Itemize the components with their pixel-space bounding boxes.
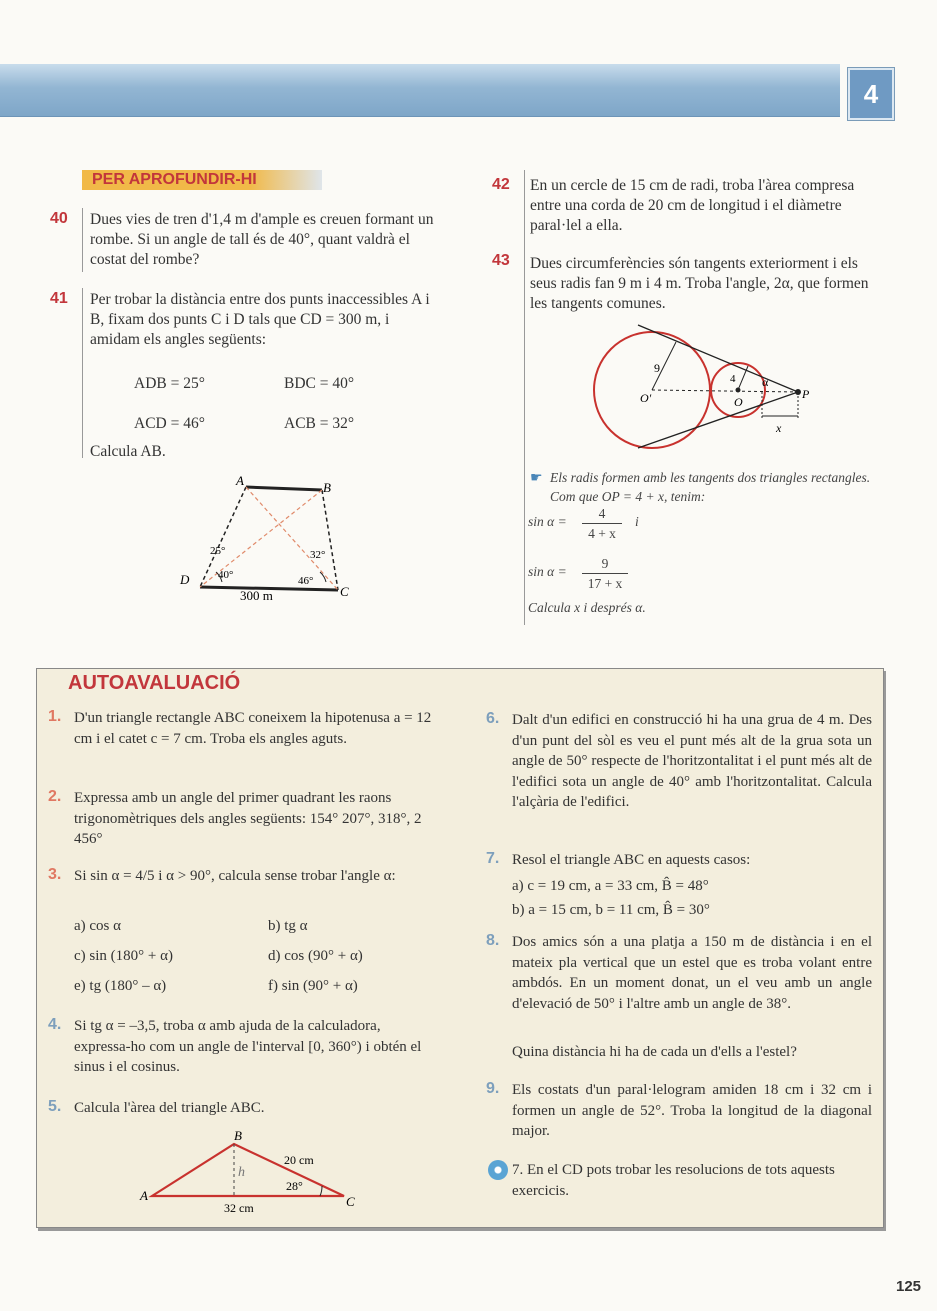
column-divider (524, 170, 525, 625)
item-text: D'un triangle rectangle ABC coneixem la hipotenusa a = 12 cm i el catet c = 7 cm. Troba els angles aguts. (74, 710, 432, 747)
item-number: 3. (48, 866, 62, 883)
vertex-label: C (340, 584, 349, 599)
angle-value: ACB = 32° (284, 415, 355, 432)
item-text: Expressa amb un angle del primer quadrant les raons trigonomètriques dels angles següents: 154° 207°, 318°, 2 456° (74, 790, 422, 847)
hint-text: Els radis formen amb les tangents dos triangles rectangles. Com que OP = 4 + x, tenim: (550, 470, 871, 504)
quadrilateral-figure (170, 472, 360, 607)
hand-pointer-icon: ☛ (530, 471, 543, 486)
option: e) tg (180° – α) (74, 978, 167, 994)
item-text: Resol el triangle ABC en aquests casos: (512, 852, 751, 868)
equation-connector: i (635, 514, 639, 529)
page-number: 125 (896, 1278, 922, 1295)
item-text: Si sin α = 4/5 i α > 90°, calcula sense trobar l'angle α: (74, 868, 396, 884)
problem-text: Dues vies de tren d'1,4 m d'ample es creuen formant un rombe. Si un angle de tall és de 40°, quant valdrà el costat del rombe? (90, 211, 434, 268)
chapter-banner (0, 64, 840, 117)
fraction-denominator: 4 + x (588, 526, 616, 541)
cd-icon (488, 1160, 508, 1180)
item-text: Dos amics són a una platja a 150 m de distància i en el mateix pla vertical que un estel que es troba volant entre ambdós. En un moment donat, un el veu amb un angle d'elevació de 50° i l'altre amb un angle de 38°. (512, 934, 872, 1012)
fraction-numerator: 9 (582, 554, 628, 574)
side-length: 300 m (240, 588, 273, 603)
fraction-numerator: 4 (582, 504, 622, 524)
problem-text: Per trobar la distància entre dos punts inaccessibles A i B, fixam dos punts C i D tals que CD = 300 m, i amidam els angles següents: (90, 291, 430, 348)
option: b) tg α (268, 918, 308, 934)
item-text: Els costats d'un paral·lelogram amiden 18 cm i 32 cm i formen un angle de 52°. Troba la longitud de la diagonal major. (512, 1082, 872, 1139)
problem-number: 43 (492, 252, 510, 269)
item-number: 9. (486, 1080, 500, 1097)
angle-value: ACD = 46° (134, 415, 205, 432)
angle-label: 46° (298, 575, 314, 587)
item-number: 8. (486, 932, 500, 949)
angle-label: 28° (286, 1179, 303, 1193)
angle-label: α (762, 375, 769, 389)
tangent-circles-figure (590, 320, 830, 450)
segment-label: x (776, 421, 782, 435)
radius-label: 4 (730, 373, 736, 385)
item-number: 1. (48, 708, 62, 725)
item-number: 7. (486, 850, 500, 867)
item-number: 5. (48, 1098, 62, 1115)
item-text: Calcula l'àrea del triangle ABC. (74, 1100, 265, 1116)
triangle-figure (134, 1124, 364, 1220)
case: b) a = 15 cm, b = 11 cm, B̂ = 30° (512, 902, 710, 918)
problem-question: Calcula AB. (90, 443, 166, 460)
handwritten-height: h (238, 1165, 245, 1180)
vertex-label: B (234, 1128, 242, 1143)
item-text: Dalt d'un edifici en construcció hi ha una grua de 4 m. Des d'un punt del sòl es veu el punt més alt de la grua sota un angle de 50° respecte de l'horitzontalitat i el punt més alt de l'edifici sota un angle de 40° amb l'horitzontalitat. Calcula l'alçària de l'edifici. (512, 712, 872, 810)
vertex-label: D (180, 572, 190, 587)
option: c) sin (180° + α) (74, 948, 173, 964)
equation-lhs: sin α = (528, 514, 567, 529)
self-assessment-title: AUTOAVALUACIÓ (68, 672, 241, 694)
item-number: 4. (48, 1016, 62, 1033)
option: a) cos α (74, 918, 122, 934)
center-label: O' (640, 391, 652, 405)
equation-lhs: sin α = (528, 564, 567, 579)
chapter-number: 4 (848, 68, 894, 120)
problem-question: Calcula x i després α. (528, 600, 646, 615)
divider (82, 208, 83, 272)
case: a) c = 19 cm, a = 33 cm, B̂ = 48° (512, 878, 709, 894)
problem-number: 42 (492, 176, 510, 193)
option: f) sin (90° + α) (268, 978, 358, 994)
option: d) cos (90° + α) (268, 948, 363, 964)
radius-label: 9 (654, 361, 660, 375)
angle-label: 32° (310, 549, 326, 561)
vertex-label: C (346, 1194, 355, 1209)
point-label: P (802, 387, 810, 401)
cd-note: 7. En el CD pots trobar les resolucions de tots aquests exercicis. (512, 1162, 835, 1199)
section-title: PER APROFUNDIR-HI (82, 170, 322, 190)
problem-number: 40 (50, 210, 68, 227)
problem-text: En un cercle de 15 cm de radi, troba l'àrea compresa entre una corda de 20 cm de longitud i el diàmetre paral·lel a ella. (530, 177, 855, 234)
item-number: 2. (48, 788, 62, 805)
vertex-label: A (140, 1188, 148, 1203)
angle-label: 40° (218, 569, 234, 581)
vertex-label: B (323, 480, 331, 495)
fraction-denominator: 17 + x (587, 576, 623, 591)
side-length: 20 cm (284, 1153, 314, 1167)
divider (82, 288, 83, 458)
problem-number: 41 (50, 290, 68, 307)
item-question: Quina distància hi ha de cada un d'ells a l'estel? (512, 1044, 797, 1060)
angle-value: BDC = 40° (284, 375, 355, 392)
item-number: 6. (486, 710, 500, 727)
side-length: 32 cm (224, 1201, 254, 1215)
angle-value: ADB = 25° (134, 375, 205, 392)
center-label: O (734, 395, 743, 409)
problem-text: Dues circumferències són tangents exteriorment i els seus radis fan 9 m i 4 m. Troba l'angle, 2α, que formen les tangents comunes. (530, 255, 869, 312)
angle-label: 25° (210, 545, 226, 557)
item-text: Si tg α = –3,5, troba α amb ajuda de la calculadora, expressa-ho com un angle de l'interval [0, 360°) i obtén el sinus i el cosinus. (74, 1018, 422, 1075)
vertex-label: A (236, 473, 244, 488)
